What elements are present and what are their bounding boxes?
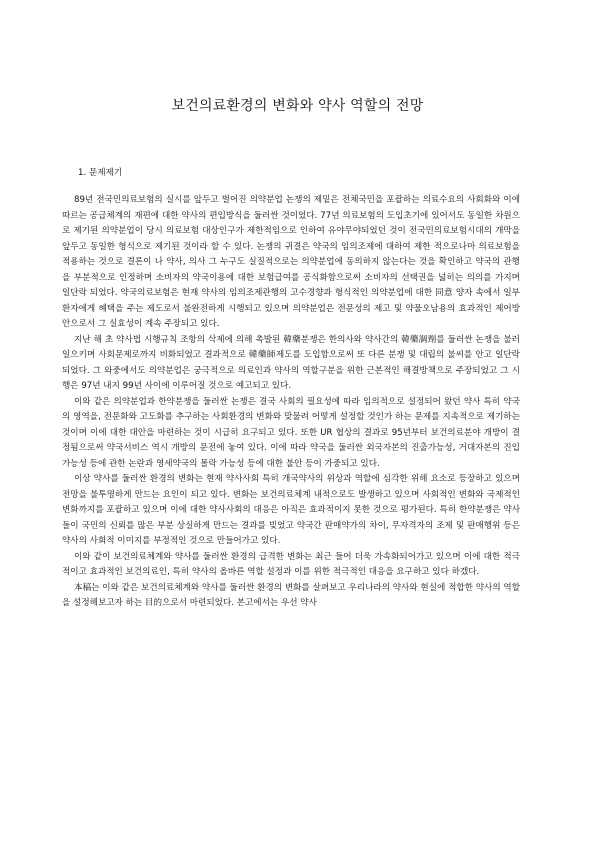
- paragraph: 지난 해 초 약사법 시행규칙 조항의 삭제에 의해 촉발된 韓藥분쟁은 한의사와 약사간의 韓藥調劑를 둘러싼 논쟁을 불러일으키며 사회문제로까지 비화되었고 결과적으로 韓藥師제도를 도입함으로써 또 다른 분쟁 및 대립의 불씨를 안고 일단락되었다. 그 와중에서도 의약분업은 궁극적으로 의료인과 약사의 역할구분을 위한 근본적인 해결방책으로 주장되었고 그 시행은 97년 내지 99년 사이에 이루어질 것으로 예고되고 있다.: [62, 334, 520, 391]
- paragraph: 이상 약사를 둘러싼 환경의 변화는 현재 약사사회 특히 개국약사의 위상과 역할에 심각한 위해 요소로 등장하고 있으며 전망을 불투명하게 만드는 요인이 되고 있다. 변화는 보건의료체계 내적으로도 발생하고 있으며 사회적인 변화와 국제적인 변화까지를 포괄하고 있으며 이에 대한 약사사회의 대응은 아직은 효과적이지 못한 것으로 평가된다. 특히 한약분쟁은 약사들이 국민의 신뢰를 많은 부분 상실하게 만드는 결과를 빚었고 약국간 판매약가의 차이, 무자격자의 조제 및 판매행위 등은 약사의 사회적 이미지를 부정적인 것으로 만들어가고 있다.: [62, 474, 520, 546]
- body-text: [62, 193, 520, 612]
- document-title: 보건의료환경의 변화와 약사 역할의 전망: [171, 98, 424, 114]
- paragraph: 本稿는 이와 같은 보건의료체계와 약사를 둘러싼 환경의 변화를 살펴보고 우리나라의 약사와 현실에 적합한 약사의 역할을 설정해보고자 하는 目的으로서 마련되었다. 본고에서는 우선 약사: [62, 582, 520, 608]
- section-heading: 1. 문제제기: [78, 168, 123, 178]
- paragraph: 이와 같이 보건의료체계와 약사를 둘러싼 환경의 급격한 변화는 최근 들어 더욱 가속화되어가고 있으며 이에 대한 적극적이고 효과적인 보건의료인, 특히 약사의 올바른 역할 설정과 이를 위한 적극적인 대응을 요구하고 있다 하겠다.: [62, 551, 520, 577]
- paragraph: 89년 전국민의료보험의 실시를 앞두고 벌어진 의약분업 논쟁의 제밑은 전체국민을 포괄하는 의료수요의 사회화와 이에 따르는 공급체계의 재편에 대한 약사의 편입방식을 둘러싼 것이었다. 77년 의료보험의 도입초기에 있어서도 동일한 차원으로 제기된 의약분업이 당시 의료보험 대상인구가 제한적임으로 인하여 유야무야되었던 것이 전국민의료보험시대의 개막을 앞두고 동일한 형식으로 제기된 것이라 할 수 있다. 논쟁의 귀결은 약국의 임의조제에 대하여 제한 적으로나마 의료보험을 적용하는 것으로 결론이 나 약사, 의사 그 누구도 실질적으로는 의약분업에 동의하지 않는다는 것을 확인하고 약국의 관행을 부분적으로 인정하며 소비자의 약국이용에 대한 보험급여를 공식화함으로써 소비자의 선택권을 넓히는 의의를 가지며 일단락 되었다. 약국의료보험은 현재 약사의 임의조제관행의 고수경향과 형식적인 의약분업에 대한 同意 양자 속에서 일부 환자에게 혜택을 주는 제도로서 불완전하게 시행되고 있으며 의약분업은 전문성의 제고 및 약물오남용의 효과적인 제어방안으로서 그 실효성이 계속 주장되고 있다.: [62, 195, 520, 329]
- paragraph: 이와 같은 의약분업과 한약분쟁을 둘러싼 논쟁은 결국 사회의 필요성에 따라 임의적으로 설정되어 왔던 약사 특히 약국의 영역을, 전문화와 고도화를 추구하는 사회환경의 변화와 맞물려 어떻게 설정할 것인가 하는 문제를 지속적으로 제기하는 것이며 이에 대한 대안을 마련하는 것이 시급히 요구되고 있다. 또한 UR 협상의 결과로 95년부터 보건의료분야 개방이 결정됨으로써 약국서비스 역시 개방의 문전에 놓여 있다. 이에 따라 약국을 둘러싼 외국자본의 진출가능성, 거대자본의 진입 가능성 등에 관한 논란과 영세약국의 몰락 가능성 등에 대한 불안 등이 가중되고 있다.: [62, 396, 520, 469]
